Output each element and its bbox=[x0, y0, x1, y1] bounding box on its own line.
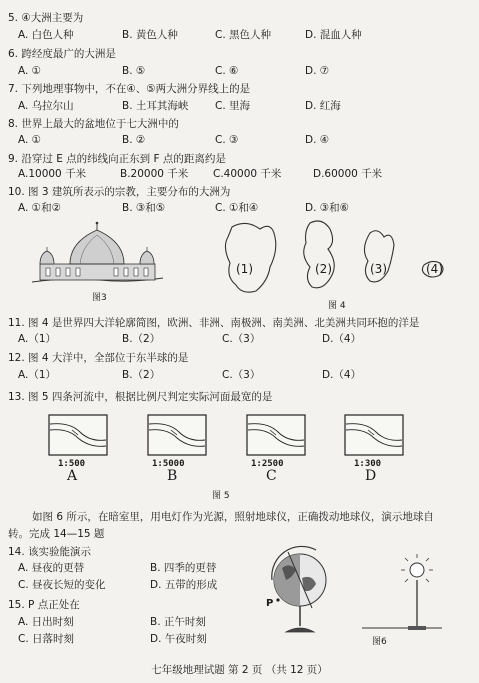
q9-option-d: D.60000 千米 bbox=[313, 168, 383, 180]
q7-option-b: B. 土耳其海峡 bbox=[122, 100, 189, 112]
q8-option-b: B. ② bbox=[122, 134, 146, 146]
figure-5-scale-a: 1:500 bbox=[58, 459, 86, 469]
intro-line-2: 转。完成 14—15 题 bbox=[8, 528, 105, 540]
q7-stem: 7. 下列地理事物中，不在④、⑤两大洲分界线上的是 bbox=[8, 83, 251, 95]
figure-5-letter-c: C bbox=[266, 468, 277, 484]
q12-option-a: A.（1） bbox=[18, 369, 57, 381]
figure-4-label-3: (3) bbox=[370, 262, 387, 276]
q6-option-d: D. ⑦ bbox=[305, 65, 330, 77]
q15-option-d: D. 午夜时刻 bbox=[150, 633, 207, 645]
q5-option-b: B. 黄色人种 bbox=[122, 29, 178, 41]
figure-5-river-b bbox=[147, 414, 207, 456]
figure-4-label-2: (2) bbox=[315, 262, 332, 276]
figure-6-caption: 图6 bbox=[372, 637, 387, 647]
q12-option-c: C.（3） bbox=[222, 369, 261, 381]
figure-5-letter-d: D bbox=[365, 468, 377, 484]
q8-option-d: D. ④ bbox=[305, 134, 330, 146]
q14-option-d: D. 五带的形成 bbox=[150, 579, 218, 591]
figure-4-label-4: (4) bbox=[426, 262, 443, 276]
q6-option-a: A. ① bbox=[18, 65, 42, 77]
q11-option-c: C.（3） bbox=[222, 333, 261, 345]
figure-5-scale-c: 1:2500 bbox=[251, 459, 284, 469]
q7-option-a: A. 乌拉尔山 bbox=[18, 100, 74, 112]
q6-option-b: B. ⑤ bbox=[122, 65, 146, 77]
q6-stem: 6. 跨经度最广的大洲是 bbox=[8, 48, 116, 60]
figure-5-letter-a: A bbox=[67, 468, 78, 484]
figure-4-label-1: (1) bbox=[236, 262, 253, 276]
q12-option-b: B.（2） bbox=[122, 369, 161, 381]
q6-option-c: C. ⑥ bbox=[215, 65, 239, 77]
q9-option-c: C.40000 千米 bbox=[213, 168, 282, 180]
q11-option-a: A.（1） bbox=[18, 333, 57, 345]
figure-4-oceans bbox=[212, 215, 462, 305]
q8-option-c: C. ③ bbox=[215, 134, 239, 146]
q9-option-a: A.10000 千米 bbox=[18, 168, 87, 180]
q8-option-a: A. ① bbox=[18, 134, 42, 146]
page-footer: 七年级地理试题 第 2 页 （共 12 页） bbox=[151, 664, 328, 676]
q10-option-b: B. ③和⑤ bbox=[122, 202, 166, 214]
q7-option-d: D. 红海 bbox=[305, 100, 341, 112]
q12-option-d: D.（4） bbox=[322, 369, 362, 381]
q15-stem: 15. P 点正处在 bbox=[8, 599, 80, 611]
figure-3-caption: 图3 bbox=[92, 293, 107, 303]
figure-5-letter-b: B bbox=[167, 468, 178, 484]
q5-option-c: C. 黑色人种 bbox=[215, 29, 272, 41]
figure-5-caption: 图 5 bbox=[212, 491, 230, 501]
q14-option-b: B. 四季的更替 bbox=[150, 562, 217, 574]
q8-stem: 8. 世界上最大的盆地位于七大洲中的 bbox=[8, 118, 179, 130]
q10-option-c: C. ①和④ bbox=[215, 202, 259, 214]
q14-option-c: C. 昼夜长短的变化 bbox=[18, 579, 106, 591]
q10-option-a: A. ①和② bbox=[18, 202, 61, 214]
q9-option-b: B.20000 千米 bbox=[120, 168, 189, 180]
q11-option-b: B.（2） bbox=[122, 333, 161, 345]
q15-option-b: B. 正午时刻 bbox=[150, 616, 206, 628]
figure-4-caption: 图 4 bbox=[328, 301, 346, 311]
figure-6-point-p: P bbox=[266, 598, 274, 609]
q9-stem: 9. 沿穿过 E 点的纬线向正东到 F 点的距离约是 bbox=[8, 153, 226, 165]
q15-option-a: A. 日出时刻 bbox=[18, 616, 74, 628]
q5-stem: 5. ④大洲主要为 bbox=[8, 12, 84, 24]
q15-option-c: C. 日落时刻 bbox=[18, 633, 75, 645]
q11-stem: 11. 图 4 是世界四大洋轮廓简图，欧洲、非洲、南极洲、南美洲、北美洲共同环抱的洋是 bbox=[8, 317, 420, 329]
q11-option-d: D.（4） bbox=[322, 333, 362, 345]
q10-option-d: D. ③和⑥ bbox=[305, 202, 350, 214]
q5-option-a: A. 白色人种 bbox=[18, 29, 74, 41]
figure-5-river-a bbox=[48, 414, 108, 456]
q7-option-c: C. 里海 bbox=[215, 100, 251, 112]
figure-5-river-c bbox=[246, 414, 306, 456]
figure-5-scale-d: 1:300 bbox=[354, 459, 382, 469]
figure-6-globe-lamp bbox=[262, 540, 462, 640]
q5-option-d: D. 混血人种 bbox=[305, 29, 362, 41]
q10-stem: 10. 图 3 建筑所表示的宗教，主要分布的大洲为 bbox=[8, 186, 231, 198]
figure-5-scale-b: 1:5000 bbox=[152, 459, 185, 469]
figure-3-mosque bbox=[30, 220, 165, 290]
q12-stem: 12. 图 4 大洋中，全部位于东半球的是 bbox=[8, 352, 189, 364]
q13-stem: 13. 图 5 四条河流中，根据比例尺判定实际河面最宽的是 bbox=[8, 391, 273, 403]
q14-option-a: A. 昼夜的更替 bbox=[18, 562, 85, 574]
intro-line-1: 如图 6 所示，在暗室里，用电灯作为光源，照射地球仪，正确拨动地球仪，演示地球自 bbox=[32, 511, 434, 523]
q14-stem: 14. 该实验能演示 bbox=[8, 546, 92, 558]
figure-5-river-d bbox=[344, 414, 404, 456]
